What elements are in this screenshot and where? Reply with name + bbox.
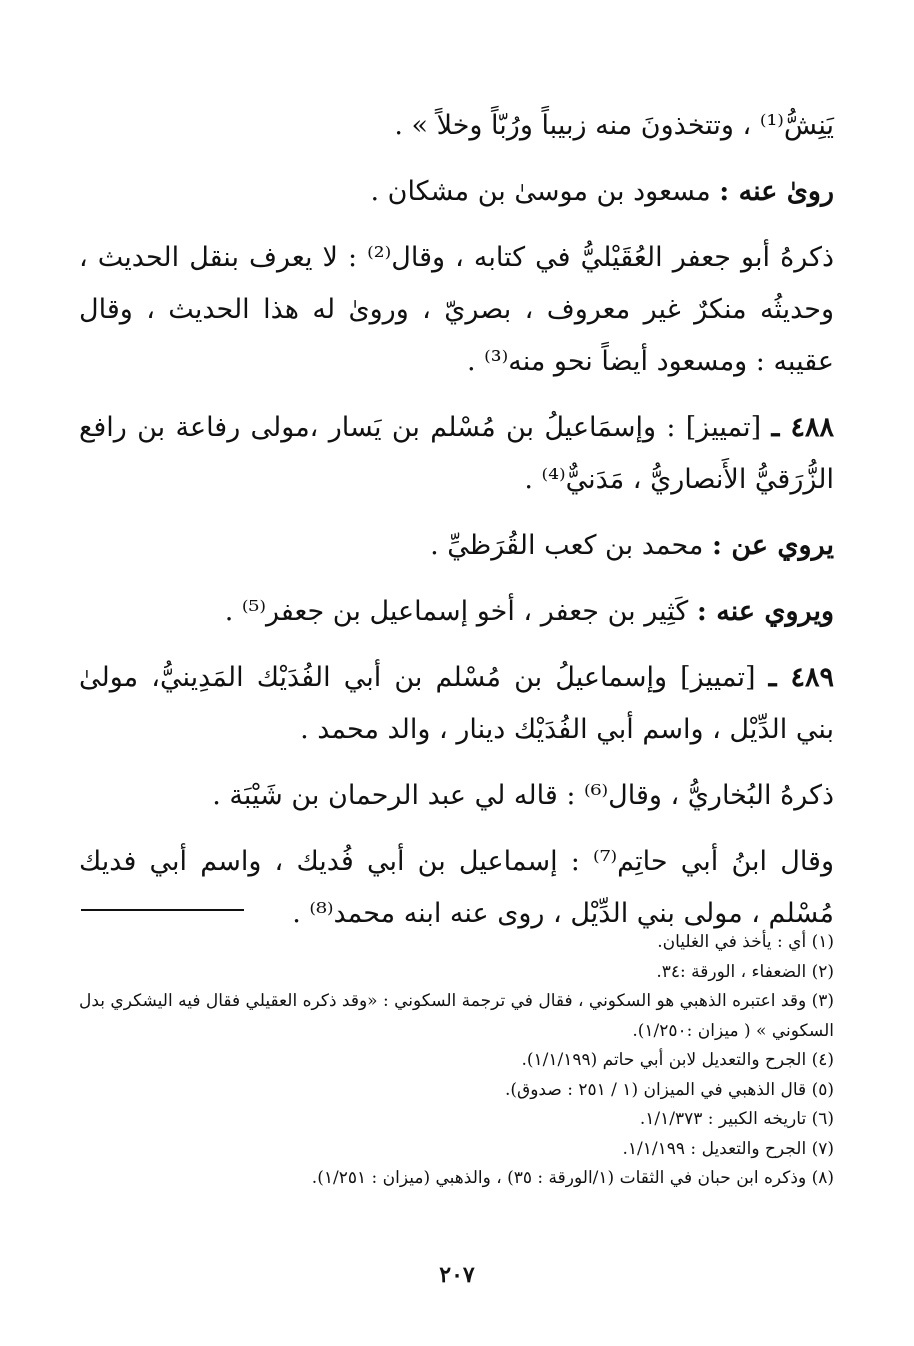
main-text <box>79 100 834 940</box>
narrates-from-text: محمد بن كعب القُرَظيِّ . <box>430 530 704 561</box>
paragraph-narrated-by <box>79 586 834 638</box>
entry-number-489: ٤٨٩ ـ <box>768 662 834 693</box>
footnote: (٣) وقد اعتبره الذهبي هو السكوني ، فقال في ترجمة السكوني : «وقد ذكره العقيلي فقال فيه اليشكري بدل السكوني » ( ميزان :١/٢٥٠). <box>79 991 834 1041</box>
paragraph-narrates-from <box>79 520 834 572</box>
paragraph-bukhari: ذكرهُ البُخاريُّ ، وقال⁽⁶⁾ : قاله لي عبد الرحمان بن شَيْبَة . <box>212 780 834 811</box>
entry-489-text: [تمييز] وإسماعيلُ بن مُسْلم بن أبي الفُدَيْك المَدِينيُّ، مولىٰ بني الدِّيْل ، واسم أبي الفُدَيْك دينار ، والد محمد . <box>79 662 834 745</box>
footnote-divider <box>81 909 244 911</box>
entry-488 <box>79 402 834 506</box>
page-number: ٢٠٧ <box>439 1262 475 1288</box>
narrators-from-heading: روىٰ عنه : <box>719 176 834 207</box>
entry-488-text: [تمييز] : وإسمَاعيلُ بن مُسْلم بن يَسار ،مولى رفاعة بن رافع الزُّرَقيُّ الأَنصاريُّ ، مَدَنيٌّ⁽⁴⁾ . <box>79 412 834 495</box>
paragraph-uqayli: ذكرهُ أبو جعفر العُقَيْليُّ في كتابه ، وقال⁽²⁾ : لا يعرف بنقل الحديث ، وحديثُه منكرٌ غير معروف ، بصريّ ، وروىٰ له هذا الحديث ، وقال عقيبه : ومسعود أيضاً نحو منه⁽³⁾ . <box>79 242 834 377</box>
entry-number-488: ٤٨٨ ـ <box>771 412 835 443</box>
paragraph-ibn-abi-hatim: وقال ابنُ أبي حاتِم⁽⁷⁾ : إسماعيل بن أبي فُديك ، واسم أبي فديك مُسْلم ، مولى بني الدِّيْل ، روى عنه ابنه محمد⁽⁸⁾ . <box>79 846 834 929</box>
footnote: (٨) وذكره ابن حبان في الثقات (١/الورقة : ٣٥) ، والذهبي (ميزان : ١/٢٥١). <box>311 1168 834 1188</box>
footnote: (٦) تاريخه الكبير : ١/١/٣٧٣. <box>639 1109 834 1129</box>
entry-489 <box>79 652 834 756</box>
footnote: (٤) الجرح والتعديل لابن أبي حاتم (١/١/١٩٩). <box>521 1050 834 1070</box>
page-text <box>79 100 834 954</box>
paragraph-narrators-from <box>79 166 834 218</box>
narrated-by-text: كَثِير بن جعفر ، أخو إسماعيل بن جعفر⁽⁵⁾ . <box>224 596 689 627</box>
footnote: (٧) الجرح والتعديل : ١/١/١٩٩. <box>622 1138 834 1159</box>
narrates-from-heading: يروي عن : <box>711 530 834 561</box>
narrated-by-heading: ويروي عنه : <box>696 596 834 627</box>
footnote: (١) أي : يأخذ في الغليان. <box>657 932 834 952</box>
footnote: (٢) الضعفاء ، الورقة :٣٤. <box>656 961 834 982</box>
narrators-from-text: مسعود بن موسىٰ بن مشكان . <box>370 176 711 207</box>
paragraph-quote-end: يَنِشُّ⁽¹⁾ ، وتتخذونَ منه زبيباً ورُبّاً وخلاً » . <box>394 110 834 141</box>
footnotes <box>79 928 834 1194</box>
footnote: (٥) قال الذهبي في الميزان (١ / ٢٥١ : صدوق). <box>505 1079 834 1100</box>
